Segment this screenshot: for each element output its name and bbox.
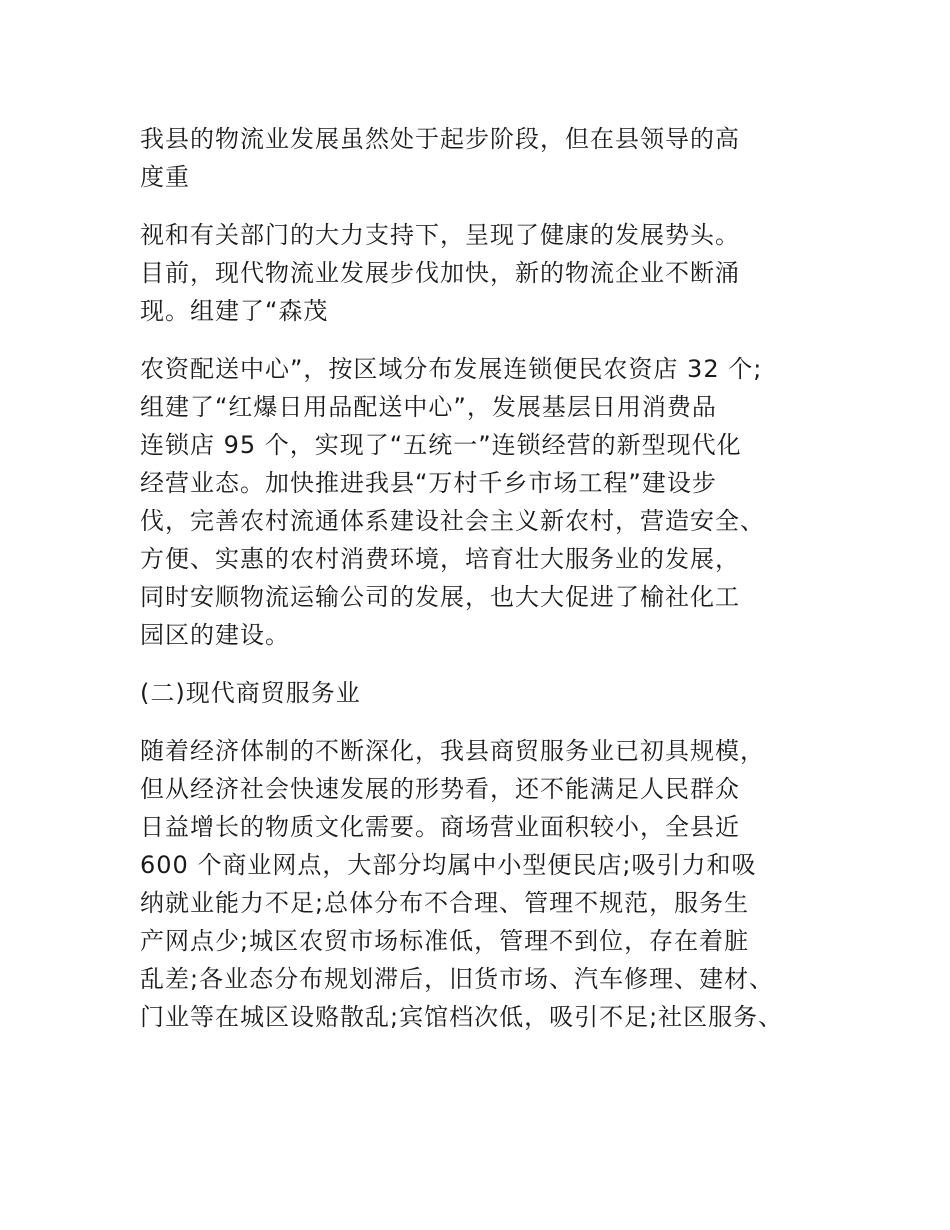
text-line: 产网点少;城区农贸市场标准低，管理不到位，存在着脏: [140, 927, 750, 955]
text-line: 我县的物流业发展虽然处于起步阶段，但在县领导的高: [140, 125, 740, 153]
text-line: 纳就业能力不足;总体分布不合理、管理不规范，服务生: [140, 889, 750, 917]
text-line: 日益增长的物质文化需要。商场营业面积较小，全县近: [140, 813, 740, 841]
text-line: 方便、实惠的农村消费环境，培育壮大服务业的发展，: [140, 545, 740, 573]
paragraph-logistics-intro: [140, 120, 830, 196]
text-line: 门业等在城区设赂散乱;宾馆档次低，吸引不足;社区服务、: [140, 1003, 784, 1031]
text-line: 连锁店 95 个，实现了“五统一”连锁经营的新型现代化: [140, 431, 742, 459]
text-line: 但从经济社会快速发展的形势看，还不能满足人民群众: [140, 775, 740, 803]
text-line: 600 个商业网点，大部分均属中小型便民店;吸引力和吸: [140, 851, 757, 879]
paragraph-distribution-centers: [140, 350, 830, 654]
text-line: 现。组建了“森茂: [140, 297, 329, 325]
text-line: 组建了“红爆日用品配送中心”，发展基层日用消费品: [140, 393, 717, 421]
text-line: 园区的建设。: [140, 621, 290, 649]
text-line: 经营业态。加快推进我县“万村千乡市场工程”建设步: [140, 469, 717, 497]
text-line: 乱差;各业态分布规划滞后，旧货市场、汽车修理、建材、: [140, 965, 775, 993]
text-line: 伐，完善农村流通体系建设社会主义新农村，营造安全、: [140, 507, 765, 535]
text-line: 同时安顺物流运输公司的发展，也大大促进了榆社化工: [140, 583, 740, 611]
document-page: [140, 120, 830, 1036]
text-line: 农资配送中心”，按区域分布发展连锁便民农资店 32 个;: [140, 355, 763, 383]
section-heading: [140, 674, 830, 712]
text-line: 度重: [140, 163, 190, 191]
text-line: 目前，现代物流业发展步伐加快，新的物流企业不断涌: [140, 259, 740, 287]
text-line: 随着经济体制的不断深化，我县商贸服务业已初具规模，: [140, 737, 765, 765]
section-title: (二)现代商贸服务业: [140, 679, 361, 707]
paragraph-logistics-progress: [140, 216, 830, 330]
paragraph-commerce-status: [140, 732, 830, 1036]
text-line: 视和有关部门的大力支持下，呈现了健康的发展势头。: [140, 221, 740, 249]
